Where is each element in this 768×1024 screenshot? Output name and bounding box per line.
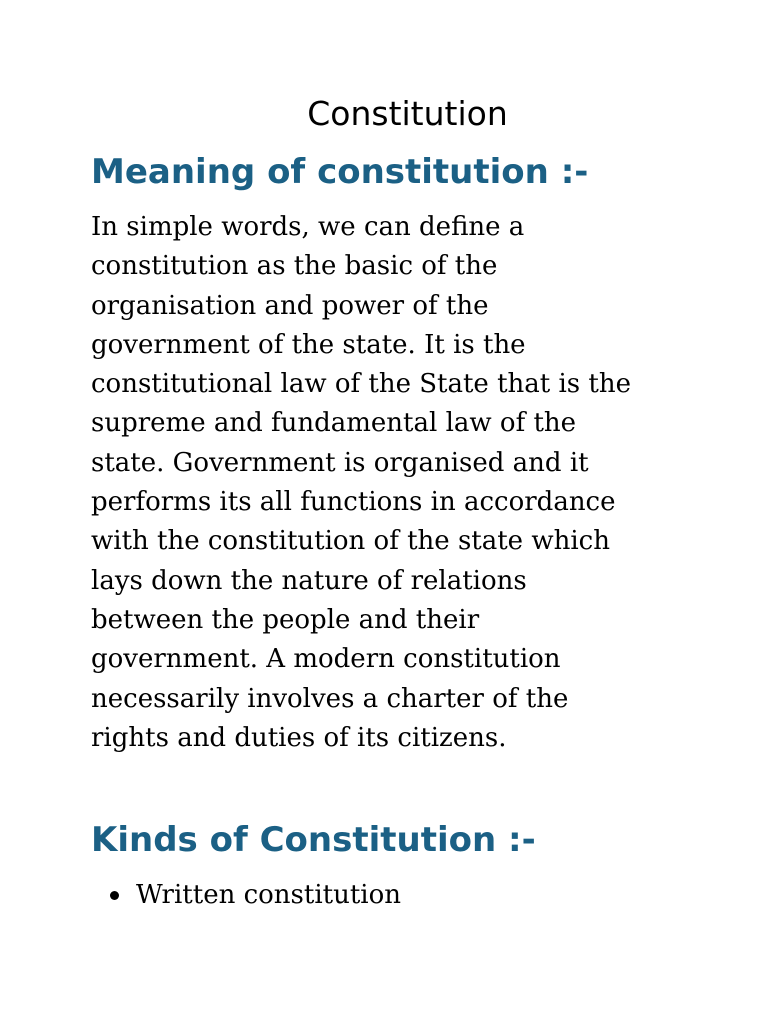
paragraph-line: necessarily involves a charter of the <box>91 683 569 714</box>
paragraph-line: government of the state. It is the <box>91 329 526 360</box>
paragraph-line: constitutional law of the State that is the <box>91 369 631 400</box>
paragraph-line: constitution as the basic of the <box>91 251 498 282</box>
paragraph-line: supreme and fundamental law of the <box>91 408 577 439</box>
document-title: Constitution <box>307 94 508 133</box>
heading-meaning-of-constitution: Meaning of constitution :- <box>91 152 589 192</box>
paragraph-line: state. Government is organised and it <box>91 447 589 478</box>
paragraph-line: performs its all functions in accordance <box>91 487 616 518</box>
paragraph-line: organisation and power of the <box>91 290 489 321</box>
heading-kinds-of-constitution: Kinds of Constitution :- <box>91 820 536 860</box>
paragraph-line: government. A modern constitution <box>91 644 561 675</box>
paragraph-line: with the constitution of the state which <box>91 526 610 557</box>
meaning-paragraph <box>91 208 691 758</box>
paragraph-line: In simple words, we can define a <box>91 212 525 242</box>
bullet-icon <box>110 891 119 900</box>
list-item-text: Written constitution <box>136 880 402 910</box>
paragraph-line: lays down the nature of relations <box>91 565 527 596</box>
paragraph-line: rights and duties of its citizens. <box>91 722 507 753</box>
paragraph-line: between the people and their <box>91 604 480 635</box>
